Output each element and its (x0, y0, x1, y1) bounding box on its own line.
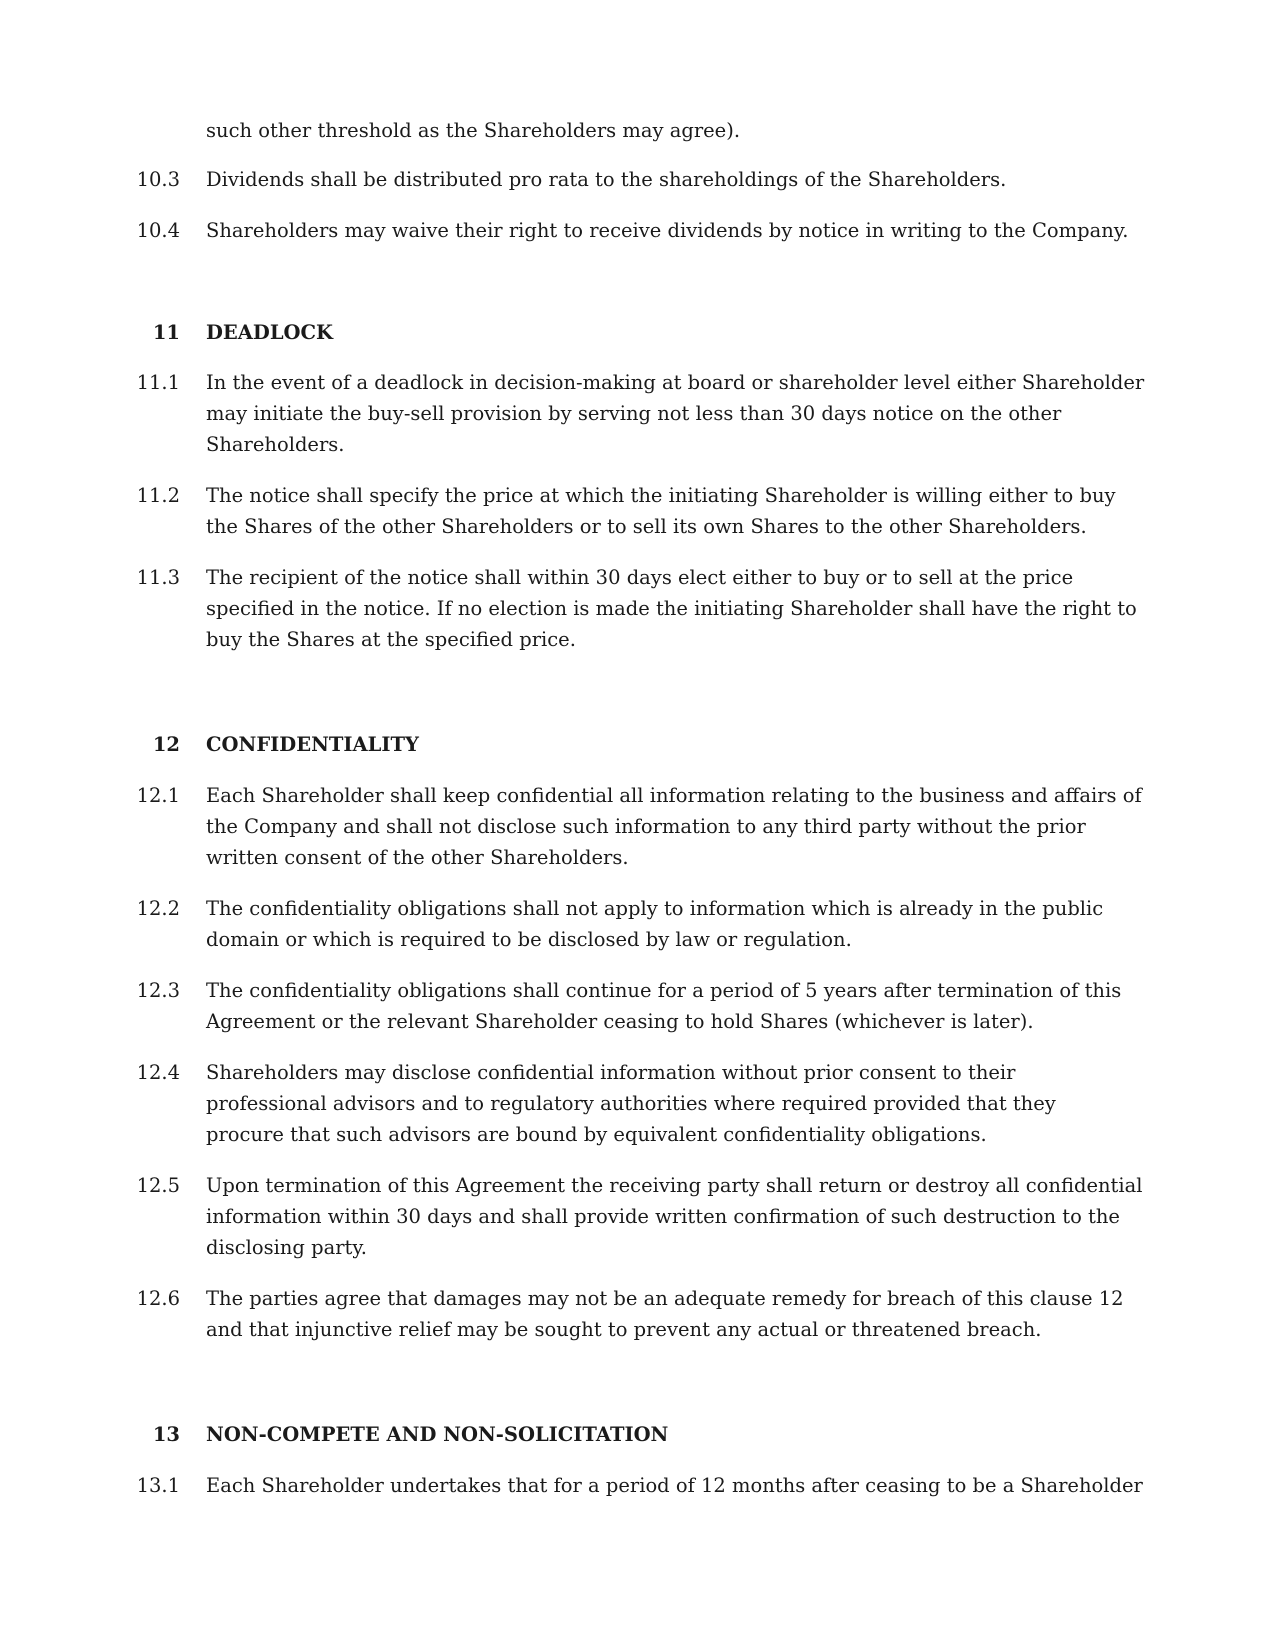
clause-text-line: written consent of the other Shareholders. (206, 846, 629, 869)
clause-text-line: buy the Shares at the specified price. (206, 628, 576, 651)
section-heading: CONFIDENTIALITY (206, 733, 419, 756)
clause-text-line: domain or which is required to be disclosed by law or regulation. (206, 928, 852, 951)
section-number: 12 (152, 733, 180, 756)
clause-number: 11.1 (136, 371, 180, 394)
clause-text-line: The confidentiality obligations shall continue for a period of 5 years after termination of this (206, 979, 1122, 1002)
section-heading: NON-COMPETE AND NON-SOLICITATION (206, 1423, 669, 1446)
clause-text-line: Shareholders may disclose confidential information without prior consent to their (206, 1061, 1016, 1084)
clause-text-line: Shareholders. (206, 433, 345, 456)
clause-number: 11.2 (136, 484, 180, 507)
clause-number: 12.2 (136, 897, 180, 920)
clause-number: 13.1 (136, 1474, 180, 1497)
clause-number: 12.4 (136, 1061, 180, 1084)
clause-text-line: Upon termination of this Agreement the receiving party shall return or destroy all confidential (206, 1174, 1143, 1197)
clause-text-line: information within 30 days and shall provide written confirmation of such destruction to the (206, 1205, 1120, 1228)
continuation-line: such other threshold as the Shareholders may agree). (206, 119, 741, 142)
clause-number: 12.6 (136, 1287, 180, 1310)
clause-text-line: may initiate the buy-sell provision by serving not less than 30 days notice on the other (206, 402, 1062, 425)
clause-text-line: In the event of a deadlock in decision-making at board or shareholder level either Shareholder (206, 371, 1145, 394)
clause-text-line: Dividends shall be distributed pro rata to the shareholdings of the Shareholders. (206, 168, 1007, 191)
clause-text-line: Shareholders may waive their right to receive dividends by notice in writing to the Company. (206, 219, 1129, 242)
clause-text-line: The parties agree that damages may not be an adequate remedy for breach of this clause 12 (206, 1287, 1124, 1310)
clause-number: 11.3 (136, 566, 180, 589)
clause-text-line: specified in the notice. If no election is made the initiating Shareholder shall have the right to (206, 597, 1137, 620)
section-heading: DEADLOCK (206, 321, 333, 344)
clause-text-line: Each Shareholder undertakes that for a period of 12 months after ceasing to be a Shareholder (206, 1474, 1143, 1497)
clause-text-line: professional advisors and to regulatory authorities where required provided that they (206, 1092, 1056, 1115)
clause-number: 10.3 (136, 168, 180, 191)
clause-text-line: procure that such advisors are bound by equivalent confidentiality obligations. (206, 1123, 987, 1146)
clause-number: 12.1 (136, 784, 180, 807)
clause-text-line: The recipient of the notice shall within 30 days elect either to buy or to sell at the price (206, 566, 1074, 589)
clause-number: 12.3 (136, 979, 180, 1002)
section-number: 11 (152, 321, 180, 344)
clause-text-line: The notice shall specify the price at which the initiating Shareholder is willing either to buy (206, 484, 1116, 507)
clause-number: 10.4 (136, 219, 180, 242)
clause-text-line: The confidentiality obligations shall not apply to information which is already in the public (206, 897, 1104, 920)
clause-text-line: the Shares of the other Shareholders or to sell its own Shares to the other Shareholders. (206, 515, 1087, 538)
clause-text-line: disclosing party. (206, 1236, 367, 1259)
clause-text-line: and that injunctive relief may be sought to prevent any actual or threatened breach. (206, 1318, 1042, 1341)
clause-text-line: the Company and shall not disclose such information to any third party without the prior (206, 815, 1086, 838)
clause-number: 12.5 (136, 1174, 180, 1197)
section-number: 13 (152, 1423, 180, 1446)
clause-text-line: Agreement or the relevant Shareholder ceasing to hold Shares (whichever is later). (206, 1010, 1034, 1033)
clause-text-line: Each Shareholder shall keep confidential all information relating to the business and affairs of (206, 784, 1142, 807)
